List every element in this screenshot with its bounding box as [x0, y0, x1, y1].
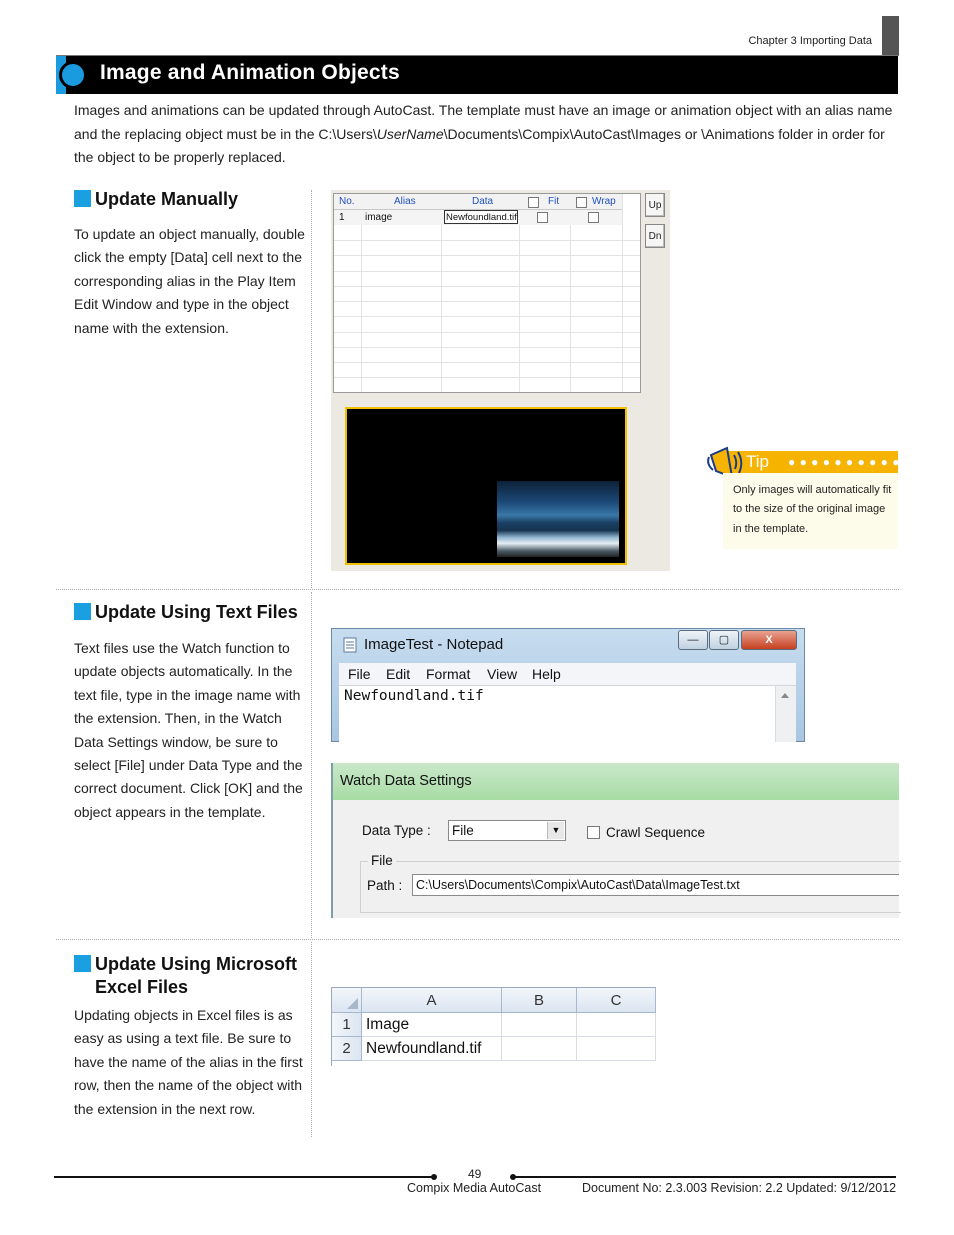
close-button[interactable]: X	[741, 630, 797, 650]
cell-c1[interactable]	[577, 1013, 656, 1037]
select-all-corner[interactable]	[332, 988, 362, 1013]
section-heading-manual: Update Manually	[74, 188, 238, 211]
grid-cell-no: 1	[339, 212, 345, 223]
cell-b2[interactable]	[502, 1037, 577, 1061]
intro-paragraph: Images and animations can be updated through AutoCast. The template must have an image or animation object with an alias name and the replacing object must be in the C:\Users\UserName\Documents\Compix\AutoCast\Images or \Animations folder in order for the object to be properly replaced.	[74, 102, 893, 165]
move-down-button[interactable]: Dn	[645, 224, 665, 248]
chapter-label: Chapter 3 Importing Data	[748, 35, 872, 47]
section-divider	[56, 939, 899, 940]
section-square-icon	[74, 955, 91, 972]
footer-rule-right	[513, 1176, 896, 1178]
alias-grid	[333, 193, 641, 393]
cell-a2[interactable]: Newfoundland.tif	[362, 1037, 502, 1061]
cell-c2[interactable]	[577, 1037, 656, 1061]
menu-view[interactable]: View	[487, 666, 518, 682]
footer-product: Compix Media AutoCast	[407, 1181, 542, 1195]
grid-row[interactable]	[334, 210, 622, 225]
wrap-checkbox[interactable]	[588, 212, 599, 223]
grid-cell-alias: image	[365, 212, 393, 223]
data-type-select[interactable]	[448, 820, 566, 841]
tip-label: Tip	[746, 452, 769, 471]
menu-format[interactable]: Format	[426, 666, 471, 682]
section-body-text-files: Text files use the Watch function to update objects automatically. In the text file, type in the image name with the extension. Then, in the Watch Data Settings window, be sure to select [File] under Data Type and the correct document. Click [OK] and the object appears in the template.	[74, 640, 303, 820]
data-type-value: File	[452, 823, 474, 838]
page-title: Image and Animation Objects	[100, 61, 400, 84]
column-header-b[interactable]: B	[502, 988, 577, 1013]
path-label: Path :	[367, 878, 403, 893]
chevron-down-icon[interactable]: ▼	[547, 822, 564, 839]
tip-dots: ● ● ● ● ● ● ● ● ● ● ●	[788, 455, 912, 469]
wrap-header-checkbox[interactable]	[576, 197, 587, 208]
section-heading-excel: Update Using Microsoft Excel Files	[74, 953, 297, 999]
ocean-photo-image	[497, 481, 619, 557]
scroll-up-arrow-icon[interactable]	[781, 693, 789, 698]
watch-title: Watch Data Settings	[340, 773, 472, 789]
grid-cell-data-editor[interactable]: Newfoundland.tif	[446, 212, 517, 223]
column-header-c[interactable]: C	[577, 988, 656, 1013]
crawl-sequence-checkbox[interactable]	[587, 826, 600, 839]
section-square-icon	[74, 603, 91, 620]
tip-text: Only images will automatically fit to the size of the original image in the template.	[733, 484, 892, 535]
crawl-sequence-label: Crawl Sequence	[606, 825, 706, 840]
path-input[interactable]: C:\Users\Documents\Compix\AutoCast\Data\ImageTest.txt	[412, 874, 899, 896]
section-square-icon	[74, 190, 91, 207]
file-group-label: File	[368, 853, 396, 868]
footer-document: Document No: 2.3.003 Revision: 2.2 Updated: 9/12/2012	[582, 1181, 897, 1195]
page-number: 49	[468, 1167, 482, 1181]
grid-col-wrap: Wrap	[592, 196, 616, 207]
data-type-label: Data Type :	[362, 823, 431, 838]
grid-col-no: No.	[339, 196, 355, 207]
move-up-button[interactable]: Up	[645, 193, 665, 217]
cell-b1[interactable]	[502, 1013, 577, 1037]
title-bullet-icon	[59, 61, 87, 89]
chapter-tab-marker	[882, 16, 899, 56]
grid-col-alias: Alias	[394, 196, 416, 207]
fit-header-checkbox[interactable]	[528, 197, 539, 208]
row-header-1[interactable]: 1	[332, 1013, 362, 1037]
grid-col-data: Data	[472, 196, 494, 207]
menu-edit[interactable]: Edit	[386, 666, 411, 682]
maximize-button[interactable]: ▢	[709, 630, 739, 650]
notepad-content: Newfoundland.tif	[344, 688, 484, 704]
column-header-a[interactable]: A	[362, 988, 502, 1013]
cell-a1[interactable]: Image	[362, 1013, 502, 1037]
notepad-title: ImageTest - Notepad	[364, 636, 504, 653]
column-divider	[311, 592, 312, 938]
column-divider	[311, 942, 312, 1137]
excel-sheet	[331, 987, 656, 1066]
footer-rule-left	[54, 1176, 434, 1178]
grid-col-fit: Fit	[548, 196, 560, 207]
section-divider	[56, 589, 899, 590]
menu-help[interactable]: Help	[532, 666, 561, 682]
vertical-scrollbar[interactable]	[775, 686, 796, 742]
corner-triangle-icon	[347, 998, 358, 1009]
minimize-button[interactable]: —	[678, 630, 708, 650]
section-body-manual: To update an object manually, double click the empty [Data] cell next to the corresponding alias in the Play Item Edit Window and type in the object name with the extension.	[74, 226, 305, 336]
grid-header	[334, 194, 622, 210]
notepad-icon	[343, 636, 357, 653]
section-body-excel: Updating objects in Excel files is as easy as using a text file. Be sure to have the name of the alias in the first row, then the name of the object with the extension in the next row.	[74, 1007, 303, 1117]
menu-file[interactable]: File	[348, 666, 371, 682]
row-header-2[interactable]: 2	[332, 1037, 362, 1061]
column-divider	[311, 190, 312, 588]
footer-dot-left	[431, 1174, 437, 1180]
fit-checkbox[interactable]	[537, 212, 548, 223]
section-heading-text-files: Update Using Text Files	[74, 601, 298, 624]
